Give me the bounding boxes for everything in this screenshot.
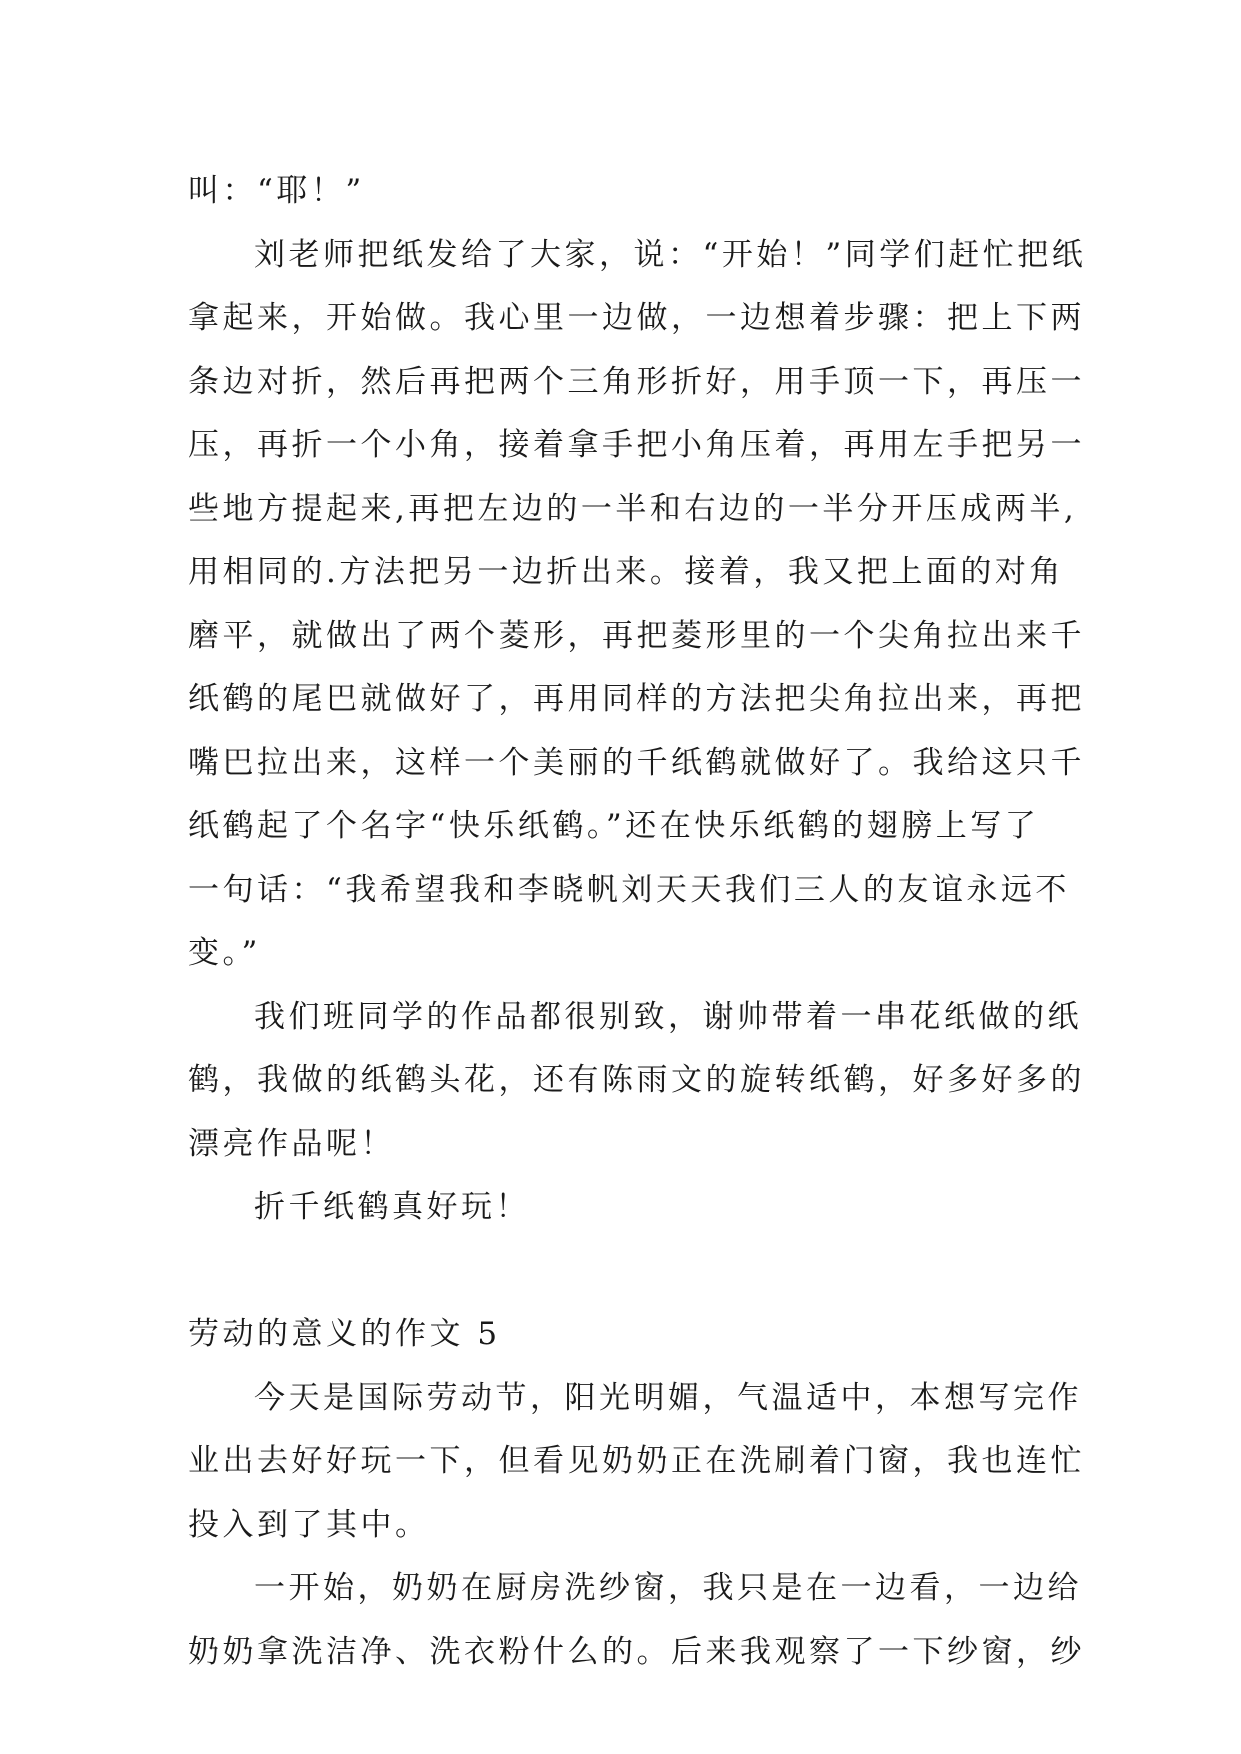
text-line: 投入到了其中。 [188, 1506, 430, 1543]
paragraph-start-line: 折千纸鹤真好玩！ [254, 1189, 530, 1225]
text-line: 奶奶拿洗洁净、洗衣粉什么的。后来我观察了一下纱窗，纱 [188, 1633, 1085, 1670]
text-line: 压，再折一个小角，接着拿手把小角压着，再用左手把另一 [188, 427, 1085, 463]
text-line: 纸鹤的尾巴就做好了，再用同样的方法把尖角拉出来，再把 [188, 681, 1085, 717]
paragraph-start-line: 刘老师把纸发给了大家，说：“开始！”同学们赶忙把纸 [254, 236, 1087, 273]
text-line: 鹤，我做的纸鹤头花，还有陈雨文的旋转纸鹤，好多好多的 [188, 1062, 1085, 1098]
paragraph-start-line: 我们班同学的作品都很别致，谢帅带着一串花纸做的纸 [254, 998, 1082, 1035]
text-line: 拿起来，开始做。我心里一边做，一边想着步骤：把上下两 [188, 300, 1085, 336]
text-line: 业出去好好玩一下，但看见奶奶正在洗刷着门窗，我也连忙 [188, 1443, 1085, 1479]
text-line: 变。” [188, 935, 261, 971]
text-line: 纸鹤起了个名字“快乐纸鹤。”还在快乐纸鹤的翅膀上写了 [188, 808, 1040, 844]
text-line: 些地方提起来,再把左边的一半和右边的一半分开压成两半, [188, 490, 1078, 527]
document-body [188, 160, 1087, 1684]
section-gap [188, 1240, 1048, 1304]
text-line: 条边对折，然后再把两个三角形折好，用手顶一下，再压一 [188, 363, 1085, 400]
section-heading: 劳动的意义的作文 5 [188, 1316, 501, 1352]
text-line: 叫：“耶！” [188, 173, 365, 209]
text-line: 磨平，就做出了两个菱形，再把菱形里的一个尖角拉出来千 [188, 617, 1085, 654]
text-line: 用相同的.方法把另一边折出来。接着，我又把上面的对角 [188, 554, 1064, 590]
paragraph-start-line: 一开始，奶奶在厨房洗纱窗，我只是在一边看，一边给 [254, 1570, 1082, 1606]
text-line: 漂亮作品呢！ [188, 1125, 395, 1162]
text-line: 嘴巴拉出来，这样一个美丽的千纸鹤就做好了。我给这只千 [188, 744, 1085, 781]
paragraph-start-line: 今天是国际劳动节，阳光明媚，气温适中，本想写完作 [254, 1379, 1082, 1416]
text-line: 一句话：“我希望我和李晓帆刘天天我们三人的友谊永远不 [188, 871, 1070, 908]
